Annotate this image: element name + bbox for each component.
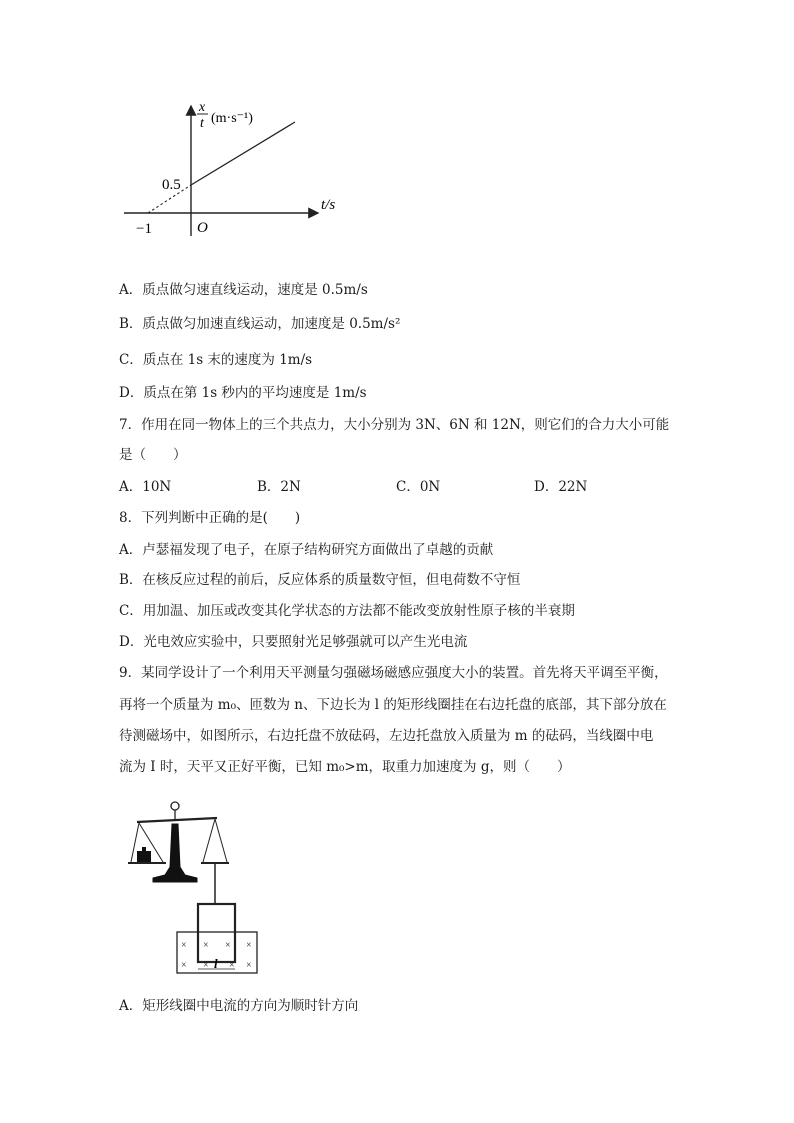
weight-block bbox=[137, 851, 151, 862]
rectangular-coil bbox=[198, 904, 235, 962]
svg-text:×: × bbox=[203, 940, 209, 951]
y-label-denominator: t bbox=[200, 116, 204, 131]
svg-text:×: × bbox=[246, 940, 252, 951]
q6-option-d: D．质点在第 1s 秒内的平均速度是 1m/s bbox=[119, 385, 367, 401]
coil-length-label: l bbox=[214, 956, 218, 971]
svg-text:×: × bbox=[181, 960, 187, 971]
q6-option-c: C．质点在 1s 末的速度为 1m/s bbox=[119, 352, 313, 368]
balance-coil-figure bbox=[125, 792, 265, 977]
q8-option-a: A．卢瑟福发现了电子，在原子结构研究方面做出了卓越的贡献 bbox=[119, 542, 494, 558]
q8-option-d: D．光电效应实验中，只要照射光足够强就可以产生光电流 bbox=[119, 634, 468, 650]
q7-stem-line1: 7．作用在同一物体上的三个共点力，大小分别为 3N、6N 和 12N，则它们的合力大小可能 bbox=[119, 417, 670, 433]
balance-pointer-knob bbox=[171, 802, 179, 810]
y-unit: (m·s⁻¹) bbox=[211, 111, 253, 126]
q8-option-c: C．用加温、加压或改变其化学状态的方法都不能改变放射性原子核的半衰期 bbox=[119, 603, 575, 619]
q6-option-b: B．质点做匀加速直线运动，加速度是 0.5m/s² bbox=[119, 316, 401, 332]
q7-option-b: B．2N bbox=[257, 479, 301, 495]
right-pan-string-r bbox=[215, 819, 227, 862]
q9-stem-line3: 待测磁场中，如图所示，右边托盘不放砝码，左边托盘放入质量为 m 的砝码，当线圈中电 bbox=[119, 728, 654, 744]
balance-post bbox=[153, 824, 197, 882]
svg-text:×: × bbox=[181, 940, 187, 951]
origin-label: O bbox=[197, 220, 208, 236]
svg-text:×: × bbox=[246, 960, 252, 971]
q7-option-c: C．0N bbox=[396, 479, 441, 495]
balance-beam bbox=[137, 818, 217, 822]
q7-option-d: D．22N bbox=[534, 479, 588, 495]
q9-stem-line2: 再将一个质量为 m₀、匝数为 n、下边长为 l 的矩形线圈挂在右边托盘的底部，其下部分放在 bbox=[119, 697, 667, 713]
graph-line bbox=[191, 122, 295, 185]
svg-text:×: × bbox=[225, 940, 231, 951]
y-label-numerator: x bbox=[198, 100, 206, 115]
q9-option-a: A．矩形线圈中电流的方向为顺时针方向 bbox=[119, 998, 359, 1014]
q6-option-a: A．质点做匀速直线运动，速度是 0.5m/s bbox=[119, 282, 368, 298]
q9-stem-line1: 9．某同学设计了一个利用天平测量匀强磁场磁感应强度大小的装置。首先将天平调至平衡， bbox=[119, 665, 668, 681]
y-tick-label: 0.5 bbox=[162, 177, 181, 193]
svg-text:×: × bbox=[229, 960, 235, 971]
q7-option-a: A．10N bbox=[119, 479, 172, 495]
x-axis-label: t/s bbox=[321, 197, 336, 213]
svg-text:×: × bbox=[203, 960, 209, 971]
right-pan-string-l bbox=[203, 819, 215, 862]
q8-stem: 8．下列判断中正确的是( ) bbox=[119, 510, 301, 526]
q7-stem-line2: 是（ ） bbox=[119, 447, 187, 463]
q8-option-b: B．在核反应过程的前后，反应体系的质量数守恒，但电荷数不守恒 bbox=[119, 572, 521, 588]
weight-knob bbox=[142, 847, 146, 851]
x-tick-label: −1 bbox=[136, 221, 152, 237]
velocity-time-graph bbox=[118, 96, 358, 241]
q9-stem-line4: 流为 I 时，天平又正好平衡，已知 m₀>m，取重力加速度为 g，则（ ） bbox=[119, 759, 571, 775]
